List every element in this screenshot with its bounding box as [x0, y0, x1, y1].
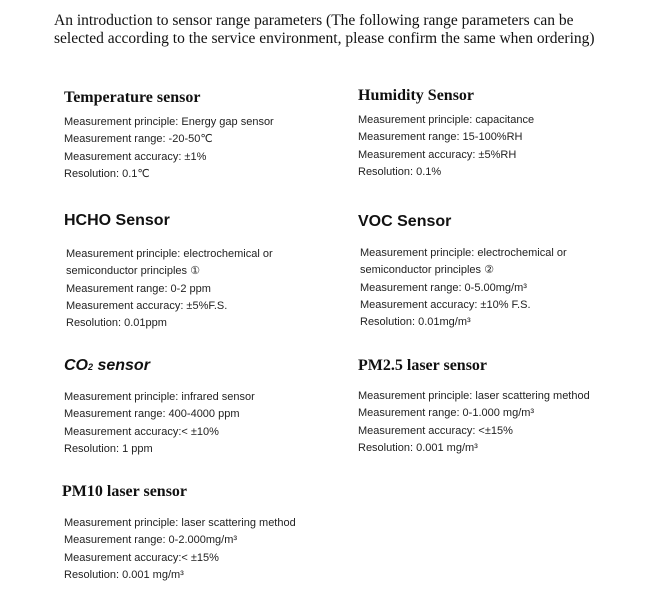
spec-principle: Measurement principle: Energy gap sensor: [64, 116, 274, 128]
spec-range: Measurement range: 0-2.000mg/m³: [64, 534, 238, 547]
humidity-sensor-section: [358, 86, 534, 181]
section-title: [64, 356, 255, 377]
spec-range: Measurement range: 15-100%RH: [358, 131, 523, 144]
section-title: Temperature sensor: [64, 89, 201, 106]
spec-resolution: Resolution: 0.01ppm: [66, 317, 167, 330]
spec-principle: Measurement principle: capacitance: [358, 114, 535, 126]
title-subscript: 2: [88, 362, 94, 372]
spec-range: Measurement range: -20-50℃: [64, 133, 213, 146]
spec-accuracy: Measurement accuracy: ±5%RH: [358, 148, 517, 161]
spec-resolution: Resolution: 0.001 mg/m³: [358, 441, 478, 454]
co2-sensor-section: [64, 356, 255, 458]
spec-range: Measurement range: 0-1.000 mg/m³: [358, 407, 535, 420]
spec-resolution: Resolution: 0.1℃: [64, 167, 150, 180]
spec-accuracy: Measurement accuracy: ±10% F.S.: [360, 298, 531, 311]
spec-accuracy: Measurement accuracy:< ±15%: [64, 551, 219, 564]
spec-principle: Measurement principle: electrochemical or: [360, 247, 567, 259]
spec-accuracy: Measurement accuracy: ±5%F.S.: [66, 299, 228, 312]
spec-accuracy: Measurement accuracy: <±15%: [358, 424, 513, 437]
temperature-sensor-section: [64, 88, 274, 183]
pm10-sensor-section: [62, 482, 296, 584]
spec-resolution: Resolution: 1 ppm: [64, 442, 153, 455]
spec-range: Measurement range: 0-2 ppm: [66, 282, 211, 295]
section-title: HCHO Sensor: [64, 212, 170, 229]
spec-accuracy: Measurement accuracy: ±1%: [64, 150, 207, 163]
title-main: CO: [64, 357, 88, 374]
title-rest: sensor: [93, 357, 150, 374]
spec-principle: Measurement principle: laser scattering method: [64, 517, 296, 529]
spec-resolution: Resolution: 0.001 mg/m³: [64, 568, 184, 581]
spec-principle-cont: semiconductor principles ①: [66, 265, 200, 278]
spec-accuracy: Measurement accuracy:< ±10%: [64, 425, 219, 438]
section-title: VOC Sensor: [358, 213, 452, 230]
spec-range: Measurement range: 0-5.00mg/m³: [360, 281, 527, 294]
section-title: PM2.5 laser sensor: [358, 357, 488, 374]
section-title: PM10 laser sensor: [62, 483, 188, 500]
spec-principle: Measurement principle: infrared sensor: [64, 391, 255, 403]
spec-principle-cont: semiconductor principles ②: [360, 264, 494, 277]
spec-resolution: Resolution: 0.1%: [358, 165, 442, 178]
spec-range: Measurement range: 400-4000 ppm: [64, 408, 240, 421]
hcho-sensor-section: [64, 211, 273, 332]
intro-paragraph: An introduction to sensor range parameters (The following range parameters can be selected according to the service environment, please confirm the same when ordering): [54, 12, 595, 47]
spec-principle: Measurement principle: electrochemical or: [66, 248, 273, 260]
pm25-sensor-section: [358, 356, 590, 457]
section-title: Humidity Sensor: [358, 87, 475, 104]
spec-resolution: Resolution: 0.01mg/m³: [360, 316, 471, 329]
voc-sensor-section: [358, 212, 567, 331]
spec-principle: Measurement principle: laser scattering method: [358, 390, 590, 402]
